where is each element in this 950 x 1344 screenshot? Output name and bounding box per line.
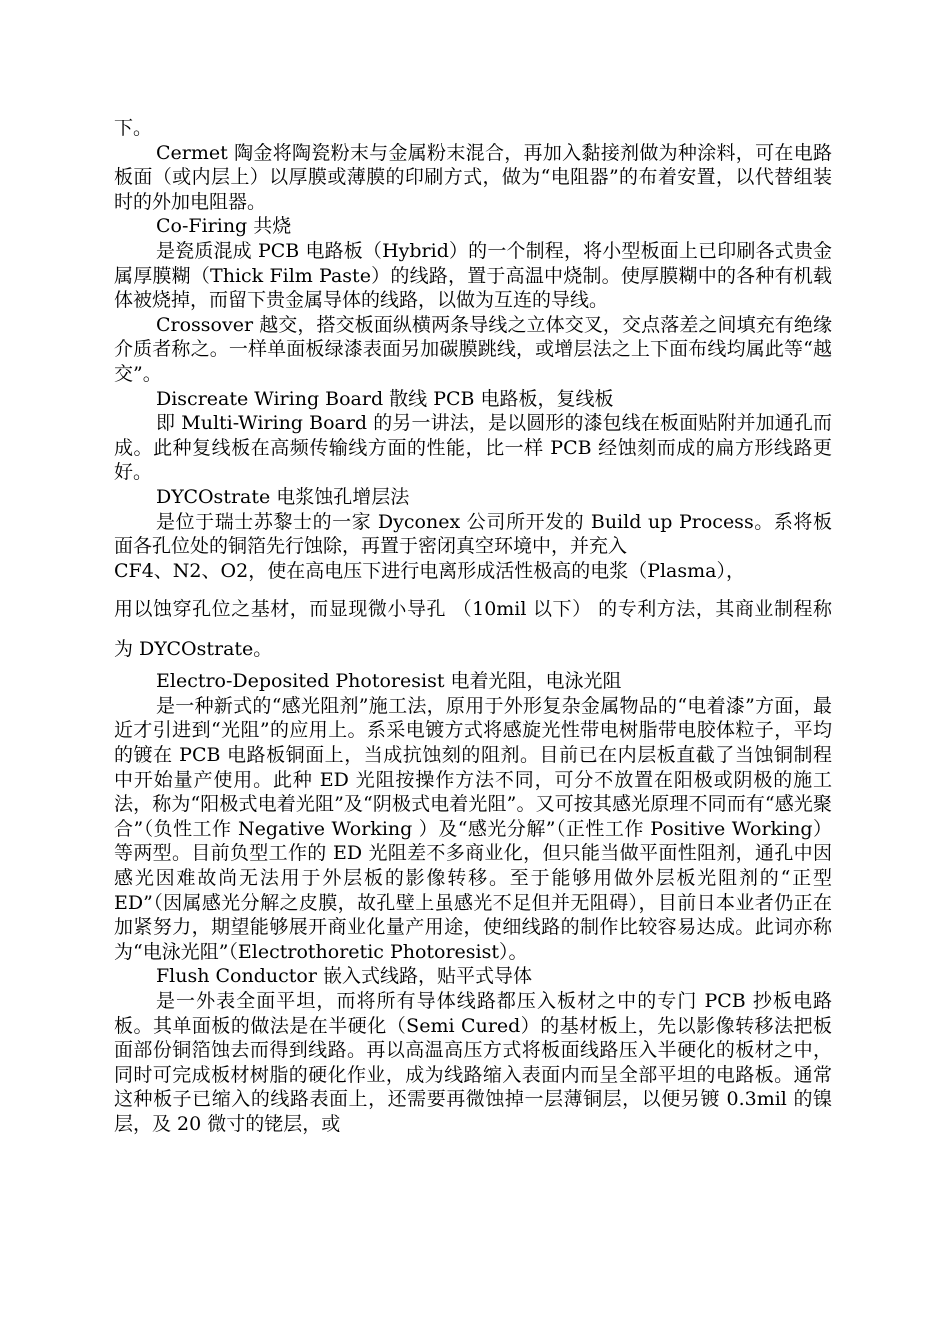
term-heading-flush-conductor: Flush Conductor 嵌入式线路，贴平式导体	[156, 965, 532, 988]
paragraph-dycostrate-line3: 用以蚀穿孔位之基材，而显现微小导孔 （10mil 以下） 的专利方法，其商业制程称为 DYCOstrate。	[114, 598, 832, 661]
term-heading-discreate-wiring-board: Discreate Wiring Board 散线 PCB 电路板，复线板	[156, 387, 614, 410]
paragraph-dycostrate: 是位于瑞士苏黎士的一家 Dyconex 公司所开发的 Build up Process。系将板面各孔位处的铜箔先行蚀除，再置于密闭真空环境中，并充入	[114, 510, 832, 558]
paragraph-electro-deposited-photoresist: 是一种新式的“感光阻剂”施工法，原用于外形复杂金属物品的“电着漆”方面，最近才引进到“光阻”的应用上。系采电镀方式将感旋光性带电树脂带电胶体粒子，平均的镀在 PCB 电路板铜面上，当成抗蚀刻的阻剂。目前已在内层板直截了当蚀铜制程中开始量产使用。此种 ED 光阻按操作方法不同，可分不放置在阳极或阴极的施工法，称为“阳极式电着光阻”及“阴极式电着光阻”。又可按其感光原理不同而有“感光聚合”（负性工作 Negative Working ）及“感光分解”（正性工作 Positive Working）等两型。目前负型工作的 ED 光阻差不多商业化，但只能当做平面性阻剂，通孔中因感光因难故尚无法用于外层板的影像转移。至于能够用做外层板光阻剂的“正型 ED”（因属感光分解之皮膜，故孔壁上虽感光不足但并无阻碍），目前日本业者仍正在加紧努力，期望能够展开商业化量产用途，使细线路的制作比较容易达成。此词亦称为“电泳光阻”（Electrothoretic Photoresist）。	[114, 694, 832, 963]
paragraph-continuation: 下。	[114, 117, 153, 139]
paragraph-dycostrate-line2: CF4、N2、O2，使在高电压下进行电离形成活性极高的电浆（Plasma），	[114, 559, 745, 582]
paragraph-discreate-wiring-board: 即 Multi-Wiring Board 的另一讲法，是以圆形的漆包线在板面贴附并加通孔而成。此种复线板在高频传输线方面的性能，比一样 PCB 经蚀刻而成的扁方形线路更好。	[114, 412, 832, 484]
paragraph-crossover: Crossover 越交，搭交板面纵横两条导线之立体交叉，交点落差之间填充有绝缘介质者称之。一样单面板绿漆表面另加碳膜跳线，或增层法之上下面布线均属此等“越交”。	[114, 313, 832, 385]
document-page	[114, 116, 832, 1137]
term-heading-dycostrate: DYCOstrate 电浆蚀孔增层法	[156, 485, 410, 508]
term-heading-co-firing: Co-Firing 共烧	[156, 215, 292, 238]
term-heading-electro-deposited-photoresist: Electro-Deposited Photoresist 电着光阻，电泳光阻	[156, 670, 622, 693]
paragraph-flush-conductor: 是一外表全面平坦，而将所有导体线路都压入板材之中的专门 PCB 抄板电路板。其单面板的做法是在半硬化（Semi Cured）的基材板上，先以影像转移法把板面部份铜箔蚀去而得到线路。再以高温高压方式将板面线路压入半硬化的板材之中，同时可完成板材树脂的硬化作业，成为线路缩入表面内而呈全部平坦的电路板。通常这种板子已缩入的线路表面上，还需要再微蚀掉一层薄铜层，以便另镀 0.3mil 的镍层，及 20 微寸的铑层，或	[114, 990, 832, 1135]
paragraph-co-firing: 是瓷质混成 PCB 电路板（Hybrid）的一个制程，将小型板面上已印刷各式贵金属厚膜糊（Thick Film Paste）的线路，置于高温中烧制。使厚膜糊中的各种有机载体被烧掉，而留下贵金属导体的线路，以做为互连的导线。	[114, 239, 832, 312]
paragraph-cermet: Cermet 陶金将陶瓷粉末与金属粉末混合，再加入黏接剂做为种涂料，可在电路板面（或内层上）以厚膜或薄膜的印刷方式，做为“电阻器”的布着安置，以代替组装时的外加电阻器。	[114, 141, 832, 213]
